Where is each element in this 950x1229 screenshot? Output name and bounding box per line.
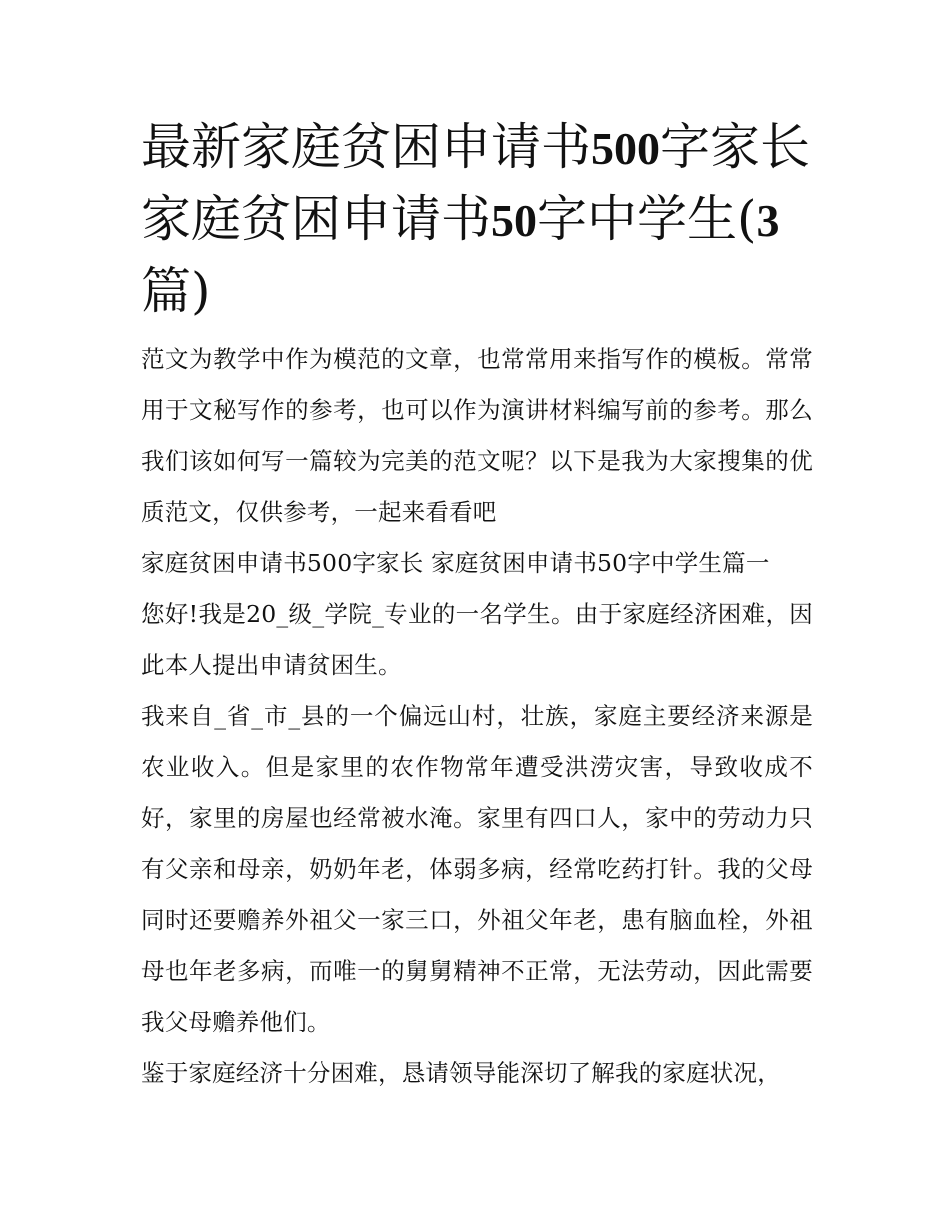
body-paragraph: 鉴于家庭经济十分困难，恳请领导能深切了解我的家庭状况， bbox=[141, 1059, 781, 1087]
title-part: 字中学生( bbox=[537, 190, 757, 248]
title-number: 500 bbox=[591, 123, 660, 174]
document-title bbox=[141, 112, 813, 326]
title-part: 最新家庭贫困申请书 bbox=[141, 118, 591, 176]
title-part: 字家长 家庭贫困申请书 bbox=[141, 118, 810, 248]
section-heading: 家庭贫困申请书500字家长 家庭贫困申请书50字中学生篇一 bbox=[141, 549, 770, 577]
body-paragraph: 您好!我是20_级_学院_专业的一名学生。由于家庭经济困难，因此本人提出申请贫困生。 bbox=[141, 600, 813, 679]
intro-paragraph: 范文为教学中作为模范的文章，也常常用来指写作的模板。常常用于文秘写作的参考，也可以作为演讲材料编写前的参考。那么我们该如何写一篇较为完美的范文呢？以下是我为大家搜集的优质范文，仅供参考，一起来看看吧 bbox=[141, 345, 813, 526]
body-paragraph: 我来自_省_市_县的一个偏远山村，壮族，家庭主要经济来源是农业收入。但是家里的农作物常年遭受洪涝灾害，导致收成不好，家里的房屋也经常被水淹。家里有四口人，家中的劳动力只有父亲和母亲，奶奶年老，体弱多病，经常吃药打针。我的父母同时还要赡养外祖父一家三口，外祖父年老，患有脑血栓，外祖母也年老多病，而唯一的舅舅精神不正常，无法劳动，因此需要我父母赡养他们。 bbox=[141, 702, 813, 1036]
document-body bbox=[141, 112, 813, 1099]
title-number: 3 bbox=[756, 195, 780, 246]
title-part: 篇) bbox=[141, 262, 211, 320]
title-number: 50 bbox=[491, 195, 537, 246]
